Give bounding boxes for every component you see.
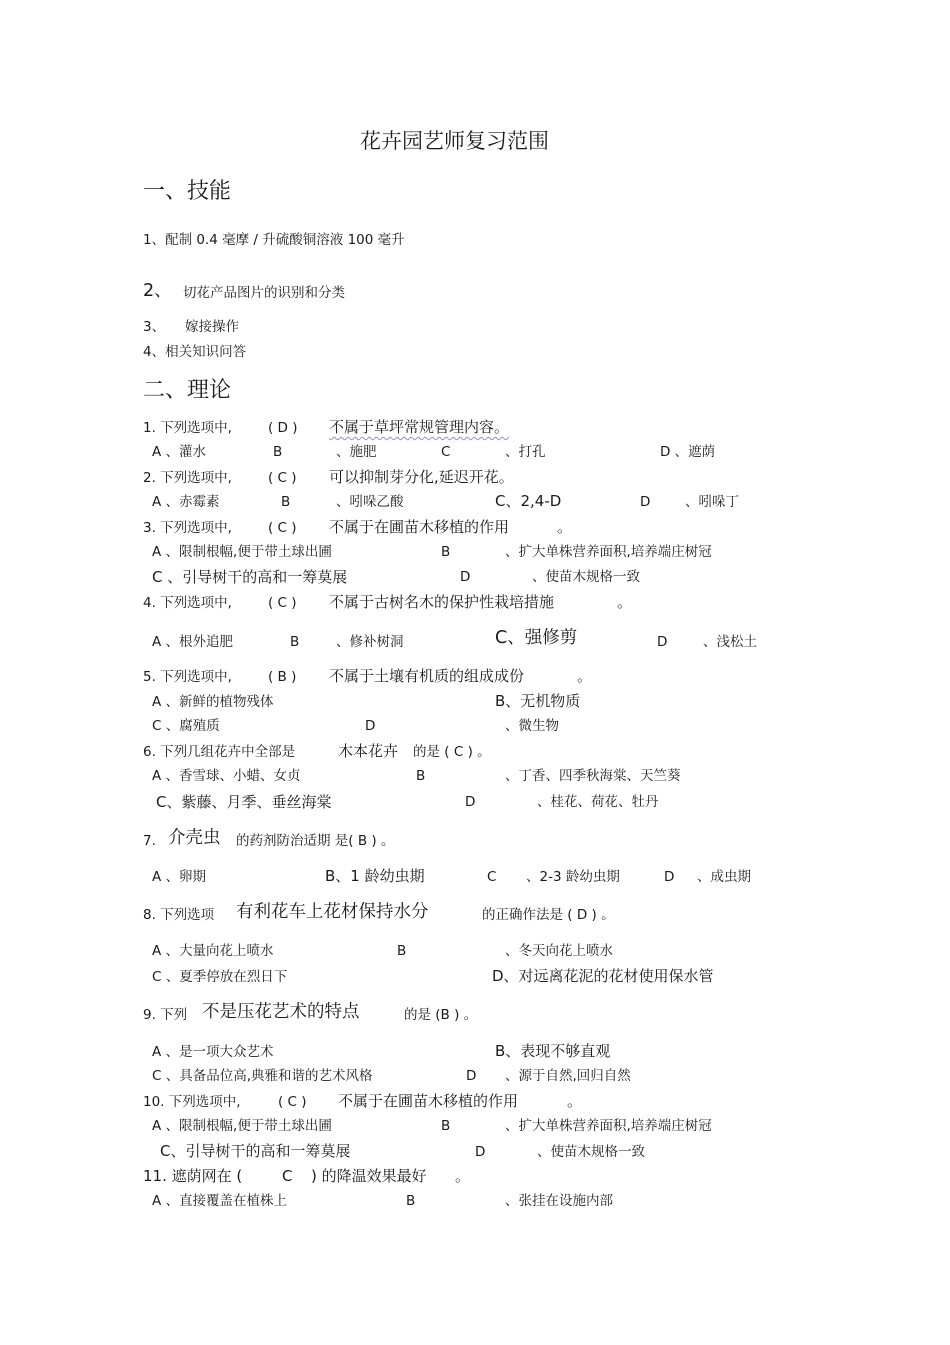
question-11-period: 。 (455, 1167, 471, 1185)
question-3-option-d-text: 、使苗木规格一致 (532, 569, 640, 585)
question-11-stem: ) 的降温效果最好 (311, 1167, 427, 1185)
question-10-option-c: C、引导树干的高和一筹莫展 (160, 1142, 351, 1160)
question-7-option-b: B、1 龄幼虫期 (325, 867, 425, 885)
question-10-prefix: 10. 下列选项中, (143, 1094, 241, 1110)
question-10-stem: 不属于在圃苗木移植的作用 (338, 1092, 519, 1110)
question-11-option-b-text: 、张挂在设施内部 (505, 1193, 613, 1209)
question-9-option-d-letter: D (466, 1068, 477, 1084)
question-10-answer: ( C ) (278, 1094, 307, 1110)
question-7-option-a: A 、卵期 (152, 869, 207, 885)
question-11-option-b-letter: B (406, 1193, 416, 1209)
question-6-option-b-text: 、丁香、四季秋海棠、天竺葵 (505, 768, 681, 784)
question-8-stem: 有利花车上花材保持水分 (236, 902, 429, 922)
question-4-option-c: C、强修剪 (495, 628, 578, 648)
question-6-option-d-text: 、桂花、荷花、牡丹 (537, 794, 659, 810)
question-7-option-c-letter: C (487, 869, 497, 885)
question-1-option-c-letter: C (441, 444, 451, 460)
question-5-option-b: B、无机物质 (495, 692, 581, 710)
question-5-option-c: C 、腐殖质 (152, 718, 220, 734)
question-5-answer: ( B ) (268, 669, 297, 685)
question-4-option-d-text: 、浅松土 (703, 634, 757, 650)
question-8-option-c: C 、夏季停放在烈日下 (152, 969, 288, 985)
question-7-prefix: 7. (143, 833, 156, 849)
question-5-option-d-letter: D (365, 718, 376, 734)
question-9-prefix: 9. 下列 (143, 1007, 188, 1023)
question-2-option-d-letter: D (640, 494, 651, 510)
question-3-option-b-letter: B (441, 544, 451, 560)
question-8-option-a: A 、大量向花上喷水 (152, 943, 274, 959)
question-6-option-d-letter: D (465, 794, 476, 810)
question-8-option-b-text: 、冬天向花上喷水 (505, 943, 613, 959)
question-8-suffix: 的正确作法是 ( D ) 。 (482, 907, 615, 923)
skill-item-2-number: 2、 (143, 281, 172, 301)
section-heading-theory: 二、理论 (143, 378, 232, 403)
question-1-stem: 不属于草坪常规管理内容。 (329, 418, 510, 436)
question-8-option-d: D、对远离花泥的花材使用保水管 (492, 967, 714, 985)
question-9-option-b: B、表现不够直观 (495, 1042, 611, 1060)
question-4-option-b-text: 、修补树洞 (336, 634, 404, 650)
question-3-prefix: 3. 下列选项中, (143, 520, 232, 536)
question-5-stem: 不属于土壤有机质的组成成份 (329, 667, 525, 685)
question-3-option-a: A 、限制根幅,便于带土球出圃 (152, 544, 332, 560)
question-3-option-b-text: 、扩大单株营养面积,培养端庄树冠 (505, 544, 712, 560)
question-6-stem: 木本花卉 (338, 742, 399, 760)
question-9-option-c: C 、具备品位高,典雅和谐的艺术风格 (152, 1068, 373, 1084)
question-1-option-b-letter: B (273, 444, 283, 460)
question-4-period: 。 (617, 593, 633, 611)
question-5-option-d-text: 、微生物 (505, 718, 559, 734)
question-4-option-d-letter: D (657, 634, 668, 650)
question-7-option-d-text: 、成虫期 (697, 869, 751, 885)
question-10-option-d-letter: D (475, 1144, 486, 1160)
question-10-period: 。 (567, 1092, 583, 1110)
question-5-option-a: A 、新鲜的植物残体 (152, 694, 274, 710)
question-2-stem: 可以抑制芽分化,延迟开花。 (329, 468, 514, 486)
question-10-option-b-letter: B (441, 1118, 451, 1134)
question-11-answer: C (282, 1167, 293, 1185)
question-3-option-d-letter: D (460, 569, 471, 585)
question-1-option-b-text: 、施肥 (336, 444, 377, 460)
question-4-prefix: 4. 下列选项中, (143, 595, 232, 611)
question-9-option-d-text: 、源于自然,回归自然 (505, 1068, 631, 1084)
question-2-prefix: 2. 下列选项中, (143, 470, 232, 486)
question-9-option-a: A 、是一项大众艺术 (152, 1044, 274, 1060)
skill-item-1: 1、配制 0.4 毫摩 / 升硫酸铜溶液 100 毫升 (143, 232, 405, 248)
question-10-option-d-text: 、使苗木规格一致 (537, 1144, 645, 1160)
question-3-period: 。 (557, 518, 573, 536)
question-5-period: 。 (577, 667, 593, 685)
question-8-option-b-letter: B (397, 943, 407, 959)
question-10-option-b-text: 、扩大单株营养面积,培养端庄树冠 (505, 1118, 712, 1134)
question-3-answer: ( C ) (268, 520, 297, 536)
question-1-prefix: 1. 下列选项中, (143, 420, 232, 436)
question-7-stem: 介壳虫 (168, 828, 221, 848)
question-6-option-c: C、紫藤、月季、垂丝海棠 (156, 793, 332, 811)
question-1-answer: ( D ) (268, 420, 298, 436)
question-9-suffix: 的是 (B ) 。 (404, 1007, 478, 1023)
question-7-suffix: 的药剂防治适期 是( B ) 。 (236, 833, 395, 849)
question-4-answer: ( C ) (268, 595, 297, 611)
skill-item-2-text: 切花产品图片的识别和分类 (183, 285, 345, 301)
question-2-option-a: A 、赤霉素 (152, 494, 220, 510)
question-3-stem: 不属于在圃苗木移植的作用 (329, 518, 510, 536)
question-2-option-c: C、2,4-D (495, 492, 562, 510)
question-11-option-a: A 、直接覆盖在植株上 (152, 1193, 288, 1209)
question-4-option-b-letter: B (290, 634, 300, 650)
skill-item-3-text: 嫁接操作 (185, 319, 239, 335)
question-9-stem: 不是压花艺术的特点 (202, 1002, 360, 1022)
question-11-prefix: 11. 遮荫网在 ( (143, 1167, 243, 1185)
question-1-option-c-text: 、打孔 (505, 444, 546, 460)
question-2-option-d-text: 、吲哚丁 (685, 494, 739, 510)
question-2-option-b-text: 、吲哚乙酸 (336, 494, 404, 510)
question-5-prefix: 5. 下列选项中, (143, 669, 232, 685)
question-7-option-c-text: 、2-3 龄幼虫期 (526, 869, 620, 885)
question-8-prefix: 8. 下列选项 (143, 907, 215, 923)
question-6-option-b-letter: B (416, 768, 426, 784)
question-1-option-d: D 、遮荫 (660, 444, 716, 460)
skill-item-3-number: 3、 (143, 319, 166, 335)
question-4-option-a: A 、根外追肥 (152, 634, 234, 650)
question-6-suffix: 的是 ( C ) 。 (413, 744, 491, 760)
question-6-prefix: 6. 下列几组花卉中全部是 (143, 744, 296, 760)
question-3-option-c: C 、引导树干的高和一筹莫展 (152, 568, 348, 586)
page-title: 花卉园艺师复习范围 (360, 129, 549, 153)
question-7-option-d-letter: D (664, 869, 675, 885)
question-2-answer: ( C ) (268, 470, 297, 486)
question-4-stem: 不属于古树名木的保护性栽培措施 (329, 593, 555, 611)
question-10-option-a: A 、限制根幅,便于带土球出圃 (152, 1118, 332, 1134)
skill-item-4: 4、相关知识问答 (143, 344, 247, 360)
section-heading-skills: 一、技能 (143, 179, 232, 204)
question-6-option-a: A 、香雪球、小蜡、女贞 (152, 768, 301, 784)
question-2-option-b-letter: B (281, 494, 291, 510)
question-1-option-a: A 、灌水 (152, 444, 207, 460)
